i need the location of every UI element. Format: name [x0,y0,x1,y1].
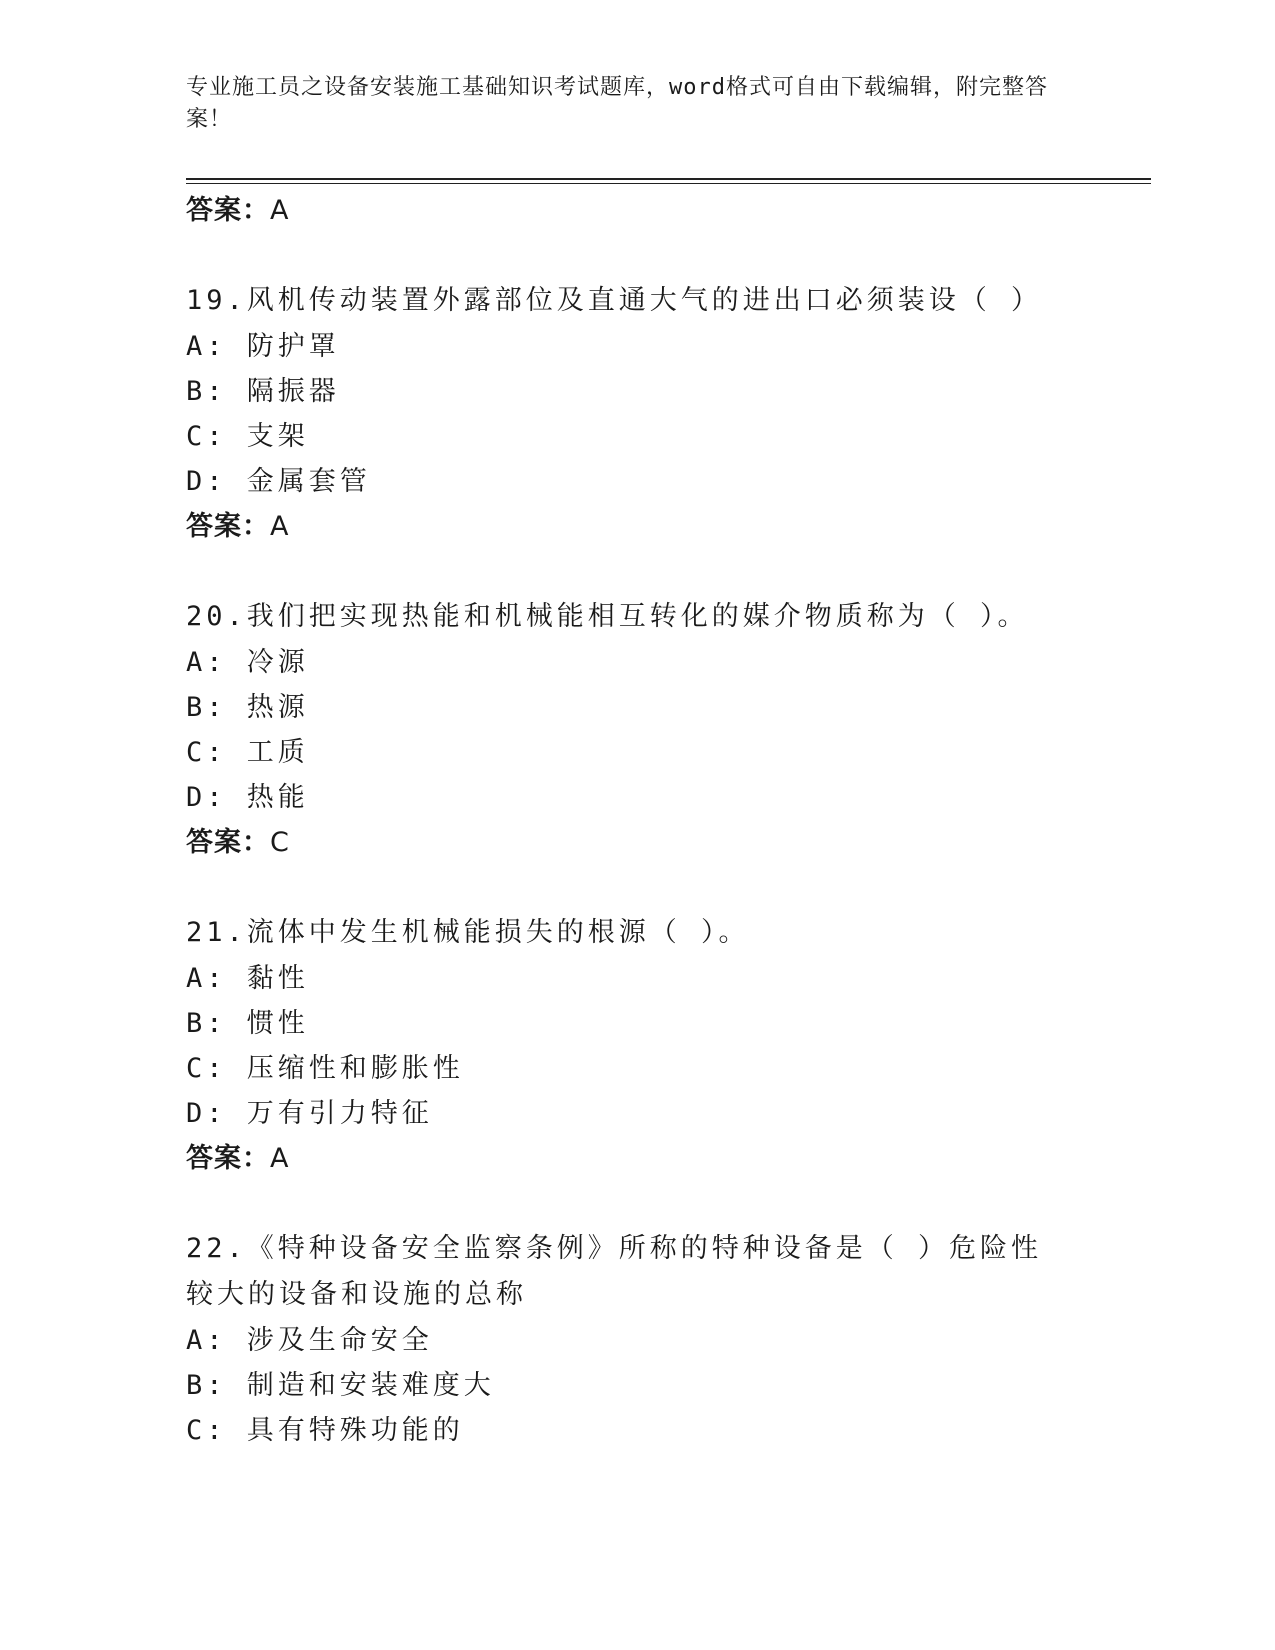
question-list [186,188,1151,1453]
answer-line: 答案：C [186,827,290,858]
option-a: A: 冷源 [186,647,309,678]
option-d: D: 金属套管 [186,466,371,497]
question-stem: 22.《特种设备安全监察条例》所称的特种设备是（ ）危险性较大的设备和设施的总称 [186,1233,1043,1310]
question-21 [186,910,1151,1182]
question-stem: 19.风机传动装置外露部位及直通大气的进出口必须装设（ ） [186,285,1043,316]
option-d: D: 万有引力特征 [186,1098,433,1129]
option-b: B: 热源 [186,692,309,723]
answer-line: 答案：A [186,1143,290,1174]
option-b: B: 隔振器 [186,376,340,407]
question-22 [186,1226,1151,1453]
option-a: A: 涉及生命安全 [186,1325,433,1356]
option-a: A: 黏性 [186,963,309,994]
option-a: A: 防护罩 [186,331,340,362]
question-stem: 21.流体中发生机械能损失的根源（ ）。 [186,917,750,948]
answer-line: 答案：A [186,511,290,542]
option-c: C: 具有特殊功能的 [186,1415,464,1446]
question-stem: 20.我们把实现热能和机械能相互转化的媒介物质称为（ ）。 [186,601,1029,632]
option-c: C: 压缩性和膨胀性 [186,1053,464,1084]
header-divider-thin [186,183,1151,184]
option-d: D: 热能 [186,782,309,813]
option-c: C: 工质 [186,737,309,768]
question-19 [186,278,1151,550]
question-20 [186,594,1151,866]
header-divider [186,178,1151,180]
option-b: B: 制造和安装难度大 [186,1370,495,1401]
option-c: C: 支架 [186,421,309,452]
option-b: B: 惯性 [186,1008,309,1039]
answer-line: 答案：A [186,195,290,226]
document-header: 专业施工员之设备安装施工基础知识考试题库，word格式可自由下载编辑，附完整答案！ [186,75,1048,132]
